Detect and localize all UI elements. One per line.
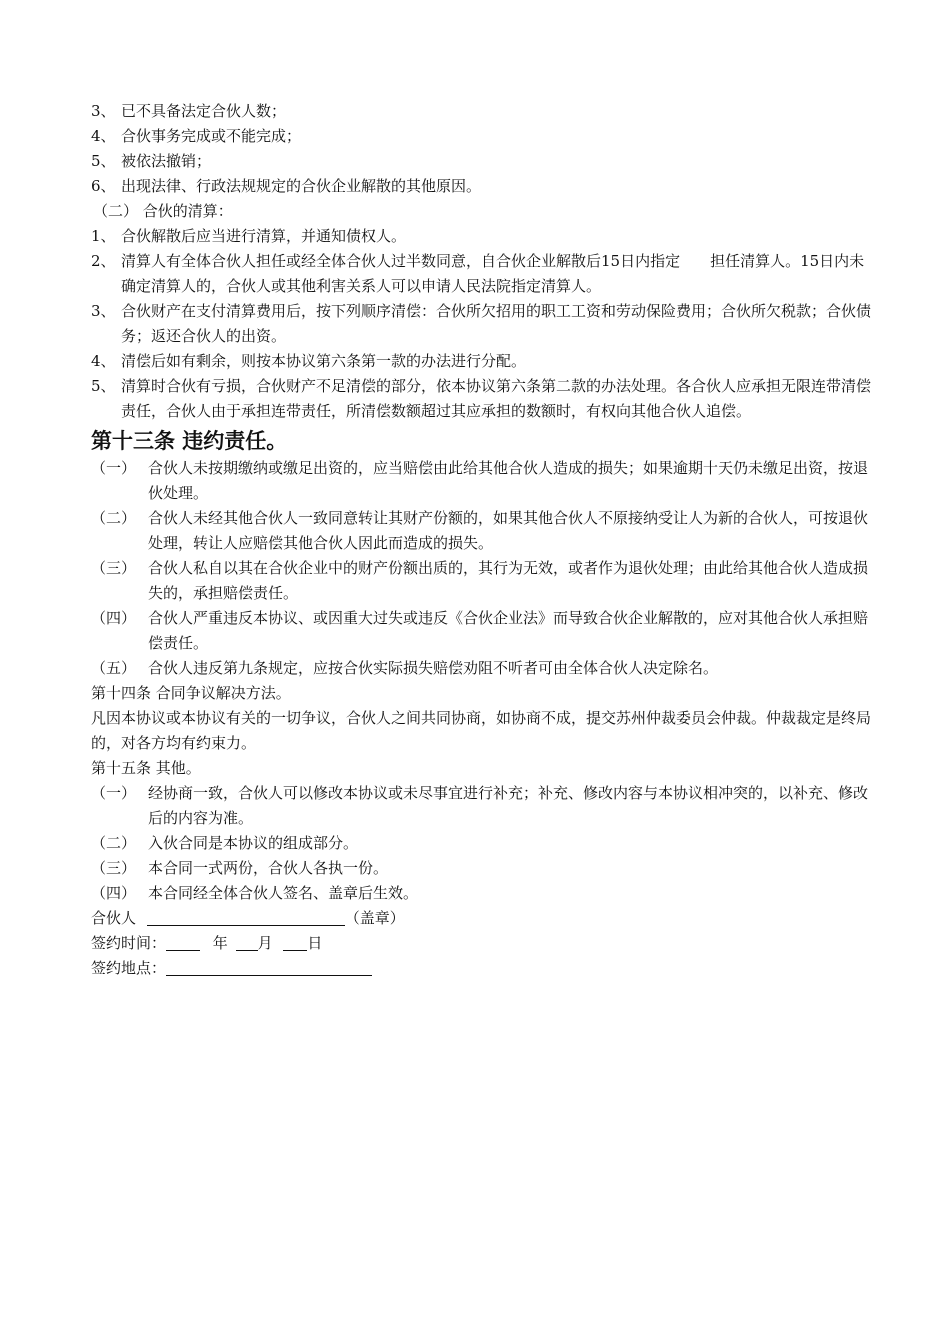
day-blank[interactable] [283,934,307,951]
seal-label: （盖章） [344,909,405,927]
item-number: 4、 [91,352,116,370]
item-text: 清偿后如有剩余，则按本协议第六条第一款的办法进行分配。 [121,352,527,370]
partner-signature-blank[interactable] [147,909,345,926]
list-item [91,856,876,881]
item-number: 2、 [91,252,116,270]
item-text: 合伙人私自以其在合伙企业中的财产份额出质的，其行为无效，或者作为退伙处理；由此给其他合伙人造成损失的，承担赔偿责任。 [148,559,869,602]
list-item [91,881,876,906]
month-blank[interactable] [236,934,258,951]
partner-label: 合伙人 [91,909,137,927]
item-text: 已不具备法定合伙人数； [121,102,287,120]
list-item [91,299,876,349]
signing-place-label: 签约地点： [91,959,167,977]
item-text: 合伙财产在支付清算费用后，按下列顺序清偿：合伙所欠招用的职工工资和劳动保险费用；合伙所欠税款；合伙债务；返还合伙人的出资。 [121,302,872,345]
list-item [91,174,876,199]
item-number: （四） [91,609,137,627]
article-14-title: 第十四条 合同争议解决方法。 [91,684,291,702]
list-item [91,249,876,299]
item-text: 出现法律、行政法规规定的合伙企业解散的其他原因。 [121,177,482,195]
list-item [91,556,876,606]
signing-place-line [91,956,876,981]
list-item [91,224,876,249]
item-text: 清算人有全体合伙人担任或经全体合伙人过半数同意，自合伙企业解散后15日内指定 担任清算人。15日内未确定清算人的，合伙人或其他利害关系人可以申请人民法院指定清算人。 [121,252,865,295]
item-number: （三） [91,859,137,877]
section-heading-liquidation: （二） 合伙的清算： [93,202,233,220]
item-text: 合伙人未按期缴纳或缴足出资的，应当赔偿由此给其他合伙人造成的损失；如果逾期十天仍未缴足出资，按退伙处理。 [148,459,869,502]
item-number: 4、 [91,127,116,145]
list-item [91,99,876,124]
item-number: 5、 [91,377,116,395]
document-body [91,99,876,981]
list-item [91,831,876,856]
item-text: 合伙解散后应当进行清算，并通知债权人。 [121,227,407,245]
article-14-text: 凡因本协议或本协议有关的一切争议，合伙人之间共同协商，如协商不成，提交苏州仲裁委员会仲裁。仲裁裁定是终局的，对各方均有约束力。 [91,709,872,752]
item-text: 合伙人违反第九条规定，应按合伙实际损失赔偿劝阻不听者可由全体合伙人决定除名。 [148,659,719,677]
signing-date-line [91,931,876,956]
list-item [91,124,876,149]
list-item [91,456,876,506]
list-item [91,781,876,831]
item-text: 本合同经全体合伙人签名、盖章后生效。 [148,884,419,902]
list-item [91,506,876,556]
item-text: 本合同一式两份，合伙人各执一份。 [148,859,389,877]
item-text: 合伙事务完成或不能完成； [121,127,302,145]
year-blank[interactable] [166,934,200,951]
list-item [91,656,876,681]
item-number: （五） [91,659,137,677]
item-number: 3、 [91,302,116,320]
item-number: （一） [91,784,137,802]
list-item [91,149,876,174]
item-number: （二） [91,834,137,852]
item-number: 6、 [91,177,116,195]
place-blank[interactable] [166,959,372,976]
item-text: 清算时合伙有亏损，合伙财产不足清偿的部分，依本协议第六条第二款的办法处理。各合伙人应承担无限连带清偿责任，合伙人由于承担连带责任，所清偿数额超过其应承担的数额时，有权向其他合伙人追偿。 [121,377,872,420]
item-number: （二） [91,509,137,527]
list-item [91,349,876,374]
item-number: （三） [91,559,137,577]
item-text: 经协商一致，合伙人可以修改本协议或未尽事宜进行补充；补充、修改内容与本协议相冲突的，以补充、修改后的内容为准。 [148,784,869,827]
item-text: 合伙人未经其他合伙人一致同意转让其财产份额的，如果其他合伙人不原接纳受让人为新的合伙人，可按退伙处理，转让人应赔偿其他合伙人因此而造成的损失。 [148,509,869,552]
day-label: 日 [307,934,323,952]
item-number: 3、 [91,102,116,120]
item-number: （四） [91,884,137,902]
signing-date-label: 签约时间： [91,934,167,952]
item-text: 入伙合同是本协议的组成部分。 [148,834,359,852]
year-label: 年 [212,934,228,952]
list-item [91,374,876,424]
item-text: 合伙人严重违反本协议、或因重大过失或违反《合伙企业法》而导致合伙企业解散的，应对其他合伙人承担赔偿责任。 [148,609,869,652]
item-number: 5、 [91,152,116,170]
item-number: 1、 [91,227,116,245]
article-13-title: 第十三条 违约责任。 [91,429,288,453]
list-item [91,606,876,656]
article-15-title: 第十五条 其他。 [91,759,201,777]
item-number: （一） [91,459,137,477]
partner-signature-line [91,906,876,931]
item-text: 被依法撤销； [121,152,212,170]
month-label: 月 [257,934,273,952]
